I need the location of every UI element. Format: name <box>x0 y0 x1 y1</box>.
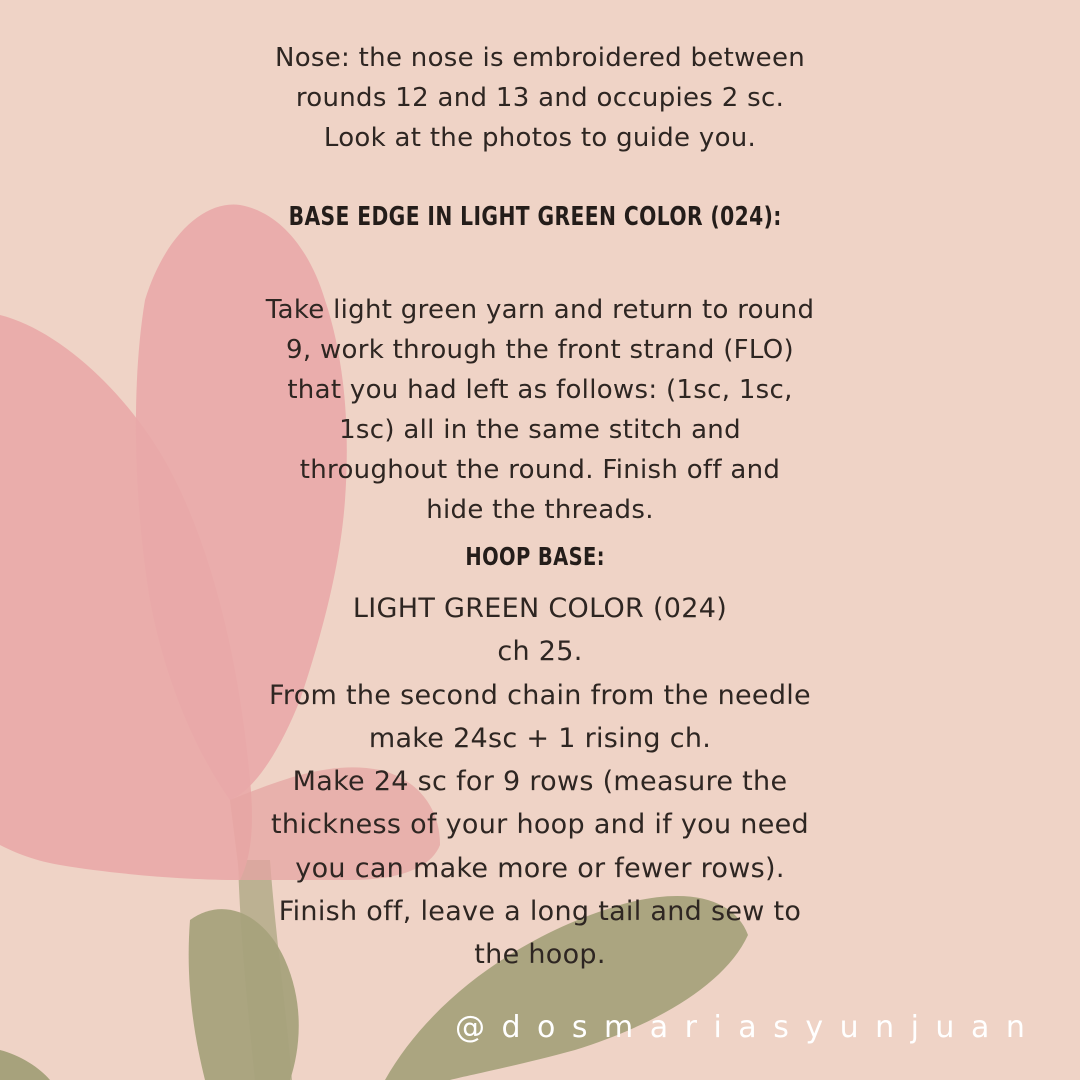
text-line: the hoop. <box>474 939 606 971</box>
text-line: Nose: the nose is embroidered between <box>274 43 806 73</box>
text-line: 9, work through the front strand (FLO) <box>285 335 794 365</box>
hoop-base-heading: HOOP BASE: <box>465 542 605 571</box>
text-line: thickness of your hoop and if you need <box>271 809 809 841</box>
watermark-handle: @dosmariasyunjuan <box>455 1010 1042 1045</box>
text-line: you can make more or fewer rows). <box>295 852 785 884</box>
nose-instructions <box>0 38 1080 158</box>
text-line: make 24sc + 1 rising ch. <box>368 722 712 754</box>
text-line: ch 25. <box>497 636 583 668</box>
text-line: that you had left as follows: (1sc, 1sc, <box>287 375 793 405</box>
text-line: 1sc) all in the same stitch and <box>339 415 741 445</box>
text-line: From the second chain from the needle <box>269 679 811 711</box>
text-line: rounds 12 and 13 and occupies 2 sc. <box>295 83 785 113</box>
text-line: Make 24 sc for 9 rows (measure the <box>292 766 788 798</box>
hoop-base-instructions <box>0 587 1080 977</box>
base-edge-instructions <box>0 290 1080 530</box>
base-edge-heading: BASE EDGE IN LIGHT GREEN COLOR (024): <box>288 202 782 232</box>
text-line: LIGHT GREEN COLOR (024) <box>352 593 728 624</box>
text-line: Take light green yarn and return to round <box>265 295 815 325</box>
text-line: throughout the round. Finish off and <box>299 455 781 485</box>
text-line: Finish off, leave a long tail and sew to <box>278 896 802 928</box>
text-line: hide the threads. <box>426 495 654 525</box>
text-line: Look at the photos to guide you. <box>323 123 757 153</box>
